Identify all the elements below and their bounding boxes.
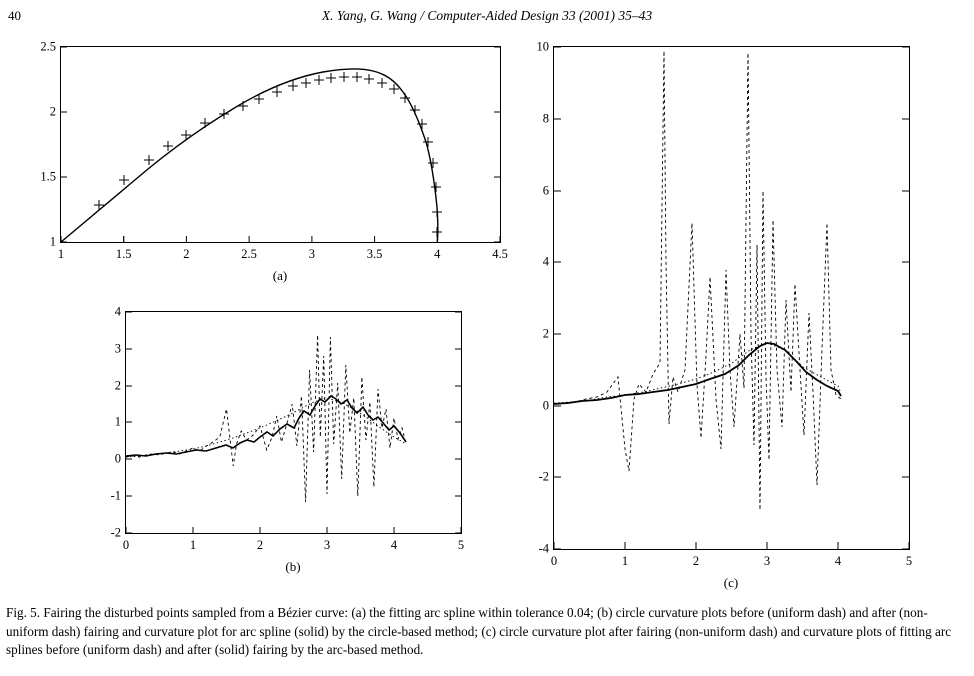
panel-b-ytick-0: -2 (110, 525, 121, 540)
panel-c-plotbox (553, 46, 910, 550)
panel-c-ytick-7: 10 (536, 39, 549, 54)
panel-a-xtick-5: 3.5 (366, 247, 383, 261)
panel-a-xtick-3: 2.5 (241, 247, 257, 261)
running-head: X. Yang, G. Wang / Computer-Aided Design 33 (2001) 35–43 (321, 8, 653, 23)
panel-b-ytick-4: 2 (114, 378, 121, 393)
panel-b-curve-solid (126, 396, 406, 456)
panel-b-xtick-3: 3 (323, 538, 331, 552)
panel-a (40, 39, 508, 296)
panel-c-curve-dashed (554, 51, 841, 510)
panel-a-curve-solid (61, 69, 438, 242)
panel-a-ytick-3: 2.5 (40, 39, 56, 54)
panel-a-xtick-4: 3 (308, 247, 316, 261)
panel-b-ytick-6: 4 (114, 304, 121, 319)
panel-b-xtick-0: 0 (122, 538, 130, 552)
panel-c-xtick-0: 0 (550, 554, 558, 568)
panel-b-xtick-4: 4 (390, 538, 398, 552)
panel-a-xtick-7: 4.5 (492, 247, 508, 261)
panel-b-curve-dashed (126, 335, 406, 502)
panel-c (536, 39, 923, 596)
panel-c-xtick-2: 2 (692, 554, 700, 568)
panel-a-xtick-6: 4 (434, 247, 441, 261)
panel-a-xtick-2: 2 (183, 247, 190, 261)
figure-5 (0, 26, 974, 596)
panel-a-xtick-1: 1.5 (115, 247, 132, 261)
panel-c-ytick-5: 6 (542, 183, 549, 198)
panel-c-caption: (c) (723, 575, 739, 590)
panel-a-xtick-0: 1 (57, 247, 65, 261)
panel-a-plotbox (60, 46, 501, 243)
panel-a-ytick-1: 1.5 (40, 169, 56, 184)
panel-c-ytick-3: 2 (542, 326, 549, 341)
panel-b-plotbox (125, 311, 462, 534)
panel-c-ytick-4: 4 (542, 254, 549, 269)
panel-b-xtick-5: 5 (457, 538, 465, 552)
panel-b-caption: (b) (285, 559, 301, 574)
panel-a-caption: (a) (272, 268, 288, 283)
panel-b-xtick-1: 1 (189, 538, 197, 552)
panel-b (110, 304, 465, 591)
panel-a-canvas (61, 47, 500, 242)
panel-c-xtick-1: 1 (621, 554, 629, 568)
panel-b-canvas (126, 312, 461, 533)
panel-c-xtick-4: 4 (834, 554, 842, 568)
panel-b-ytick-2: 0 (114, 451, 121, 466)
page-number: 40 (8, 8, 21, 23)
panel-a-data-markers (94, 72, 442, 237)
panel-c-ytick-2: 0 (542, 398, 549, 413)
panel-b-ytick-1: -1 (110, 488, 121, 503)
panel-a-ytick-0: 1 (49, 234, 56, 249)
panel-c-curve-solid (554, 343, 841, 404)
panel-c-ytick-6: 8 (542, 111, 549, 126)
panel-c-ytick-1: -2 (538, 469, 549, 484)
panel-b-ytick-3: 1 (114, 414, 121, 429)
panel-c-xtick-3: 3 (763, 554, 771, 568)
panel-a-ytick-2: 2 (49, 104, 56, 119)
panel-c-ytick-0: -4 (538, 541, 549, 556)
panel-c-xtick-5: 5 (905, 554, 913, 568)
panel-b-ytick-5: 3 (114, 341, 121, 356)
panel-c-canvas (554, 47, 909, 549)
panel-b-xtick-2: 2 (256, 538, 264, 552)
figure-caption: Fig. 5. Fairing the disturbed points sampled from a Bézier curve: (a) the fitting arc spline within tolerance 0.04; (b) circle curvature plots before (uniform dash) and after (non-uniform dash) fairing and curvature plot for arc spline (solid) by the circle-based method; (c) circle curvature plot after fairing (non-uniform dash) and curvature plots of fitting arc splines before (uniform dash) and after (solid) fairing by the arc-based method. (6, 605, 952, 658)
